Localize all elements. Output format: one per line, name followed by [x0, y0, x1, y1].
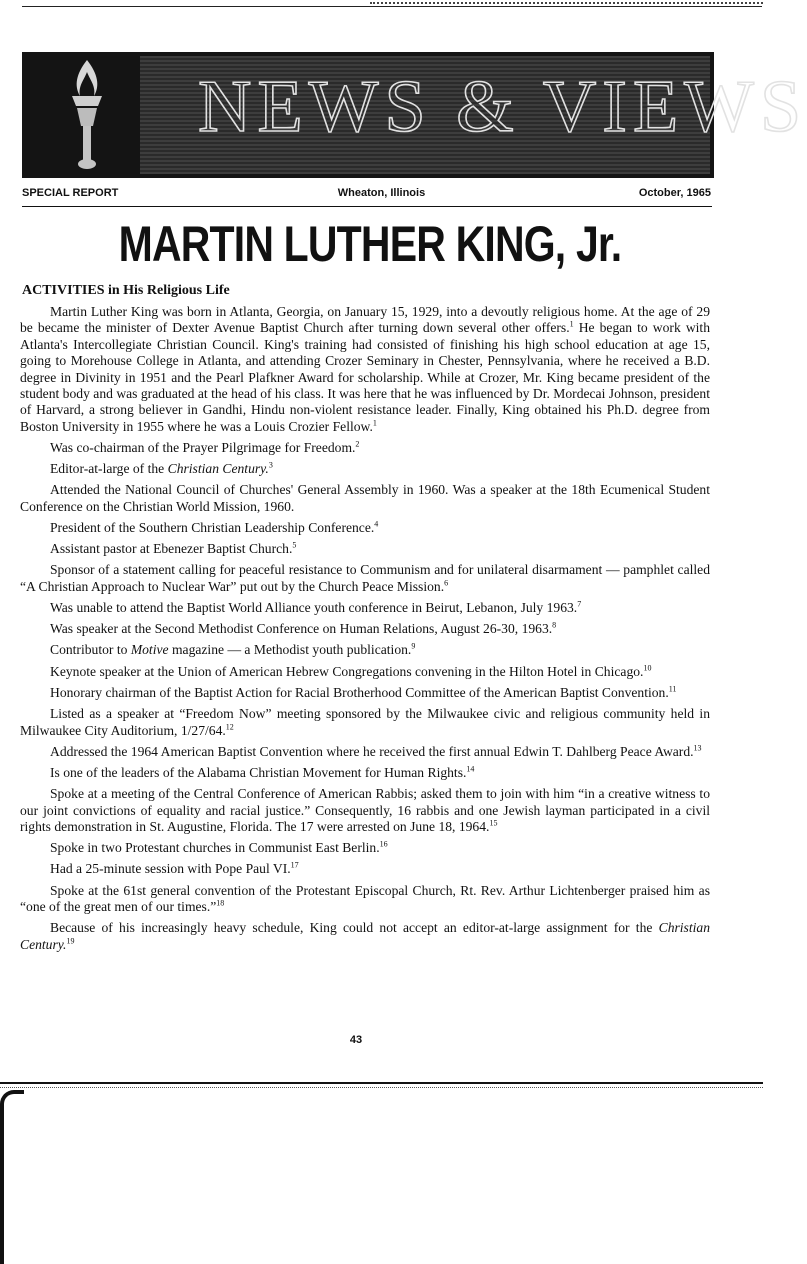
footnote-ref: 4: [374, 519, 379, 529]
footnote-ref: 5: [292, 540, 297, 550]
footnote-ref: 9: [411, 641, 416, 651]
paragraph: Spoke in two Protestant churches in Communist East Berlin.$^{16}$: [50, 839, 388, 856]
footnote-ref: 17: [290, 860, 299, 870]
masthead-banner: [22, 52, 807, 178]
paragraph: Because of his increasingly heavy schedule, King could not accept an editor-at-large assignment for the Christian Century.$^{19}$: [20, 920, 710, 952]
footnote-ref: 7: [577, 599, 582, 609]
page-number: 43: [349, 1034, 363, 1046]
paragraph: Keynote speaker at the Union of American Hebrew Congregations convening in the Hilton Hotel in Chicago.$^{10}$: [50, 663, 652, 679]
footnote-ref: 19: [66, 936, 75, 946]
bottom-rule: [0, 1082, 763, 1084]
paragraph: Martin Luther King was born in Atlanta, Georgia, on January 15, 1929, into a devoutly religious home. At the age of 29 be became the minister of Dexter Avenue Baptist Church after turning down several other offers.$^1$ He began to work with Atlanta's Intercollegiate Christian Council. King's training had consisted of finishing his high school education at age 15, going to Morehouse College in Atlanta, and attending Crozer Seminary in Chester, Pennsylvania, where he received a B.D. degree in Divinity in 1951 and the Pearl Plafkner Award for scholarship. While at Crozer, Mr. King became president of the student body and was graduated at the head of his class. It was here that he was influenced by Dr. Mordecai Johnson, president of Harvard, a strong believer in Gandhi, Hindu non-violent resistance leader. Finally, King obtained his Ph.D. degree from Boston University in 1955 where he was a Louis Crozier Fellow.$^1$: [20, 304, 710, 434]
torch-icon: [62, 56, 112, 174]
paragraph: Was unable to attend the Baptist World Alliance youth conference in Beirut, Lebanon, July 1963.$^7$: [50, 599, 582, 616]
paragraph: Sponsor of a statement calling for peaceful resistance to Communism and for unilateral disarmament — pamphlet called “A Christian Approach to Nuclear War” put out by the Church Peace Mission.$^6$: [20, 562, 710, 594]
top-dotted-rule: [370, 2, 763, 4]
paragraph: Was speaker at the Second Methodist Conference on Human Relations, August 26-30, 1963.$^8$: [50, 620, 557, 637]
paragraph: Had a 25-minute session with Pope Paul VI.$^{17}$: [50, 860, 299, 877]
footnote-ref: 12: [225, 721, 234, 731]
footnote-ref: 18: [216, 898, 225, 908]
footnote-ref: 13: [693, 743, 702, 753]
footnote-ref: 16: [379, 839, 388, 849]
top-rule: [22, 6, 762, 7]
footnote-ref: 11: [668, 684, 677, 694]
article-body: [20, 304, 710, 958]
footnote-ref: 1: [569, 319, 574, 329]
footnote-ref: 2: [355, 439, 360, 449]
paragraph: Is one of the leaders of the Alabama Christian Movement for Human Rights.$^{14}$: [50, 764, 475, 780]
paragraph: Contributor to Motive magazine — a Methodist youth publication.$^9$: [50, 641, 416, 658]
footnote-ref: 14: [466, 764, 475, 774]
footnote-ref: 10: [643, 663, 652, 673]
date-label: October, 1965: [638, 187, 711, 199]
paragraph: Listed as a speaker at “Freedom Now” meeting sponsored by the Milwaukee civic and religious community held in Milwaukee City Auditorium, 1/27/64.12: [20, 706, 710, 738]
paragraph: Attended the National Council of Churches' General Assembly in 1960. Was a speaker at the 18th Ecumenical Student Conference on the Christian World Mission, 1960.: [20, 482, 710, 514]
special-report-label: SPECIAL REPORT: [22, 187, 119, 199]
masthead-rule: [22, 206, 712, 207]
location-label: Wheaton, Illinois: [337, 187, 426, 199]
headline: MARTIN LUTHER KING, Jr.: [118, 216, 622, 272]
paragraph: President of the Southern Christian Leadership Conference.$^4$: [50, 519, 379, 536]
footnote-ref: 6: [444, 578, 449, 588]
paragraph: Spoke at the 61st general convention of the Protestant Episcopal Church, Rt. Rev. Arthur Lichtenberger praised him as “one of the great men of our times.”$^{18}$: [20, 882, 710, 914]
paragraph: Honorary chairman of the Baptist Action for Racial Brotherhood Committee of the American Baptist Convention.$^{11}$: [50, 684, 677, 700]
masthead-title: NEWS & VIEWS: [198, 66, 807, 148]
bottom-dotted-rule: [0, 1087, 763, 1088]
footnote-ref: 1: [372, 418, 377, 428]
paragraph: Was co-chairman of the Prayer Pilgrimage for Freedom.$^2$: [50, 439, 360, 456]
paragraph: Assistant pastor at Ebenezer Baptist Church.$^5$: [50, 540, 297, 557]
section-heading: ACTIVITIES in His Religious Life: [22, 283, 230, 298]
paragraph: Addressed the 1964 American Baptist Convention where he received the first annual Edwin T. Dahlberg Peace Award.$^{13}$: [50, 743, 702, 759]
footnote-ref: 15: [489, 818, 498, 828]
footnote-ref: 8: [552, 620, 557, 630]
paragraph: Spoke at a meeting of the Central Conference of American Rabbis; asked them to join with him “in a creative witness to our joint convictions of equality and racial justice.” Consequently, 16 rabbis and one Jewish layman participated in a civil rights demonstration in St. Augustine, Florida. The 17 were arrested on June 18, 1964.15: [20, 786, 710, 834]
next-page-edge: [0, 1090, 24, 1264]
paragraph: Editor-at-large of the Christian Century.$^3$: [50, 460, 273, 477]
footnote-ref: 3: [268, 460, 273, 470]
